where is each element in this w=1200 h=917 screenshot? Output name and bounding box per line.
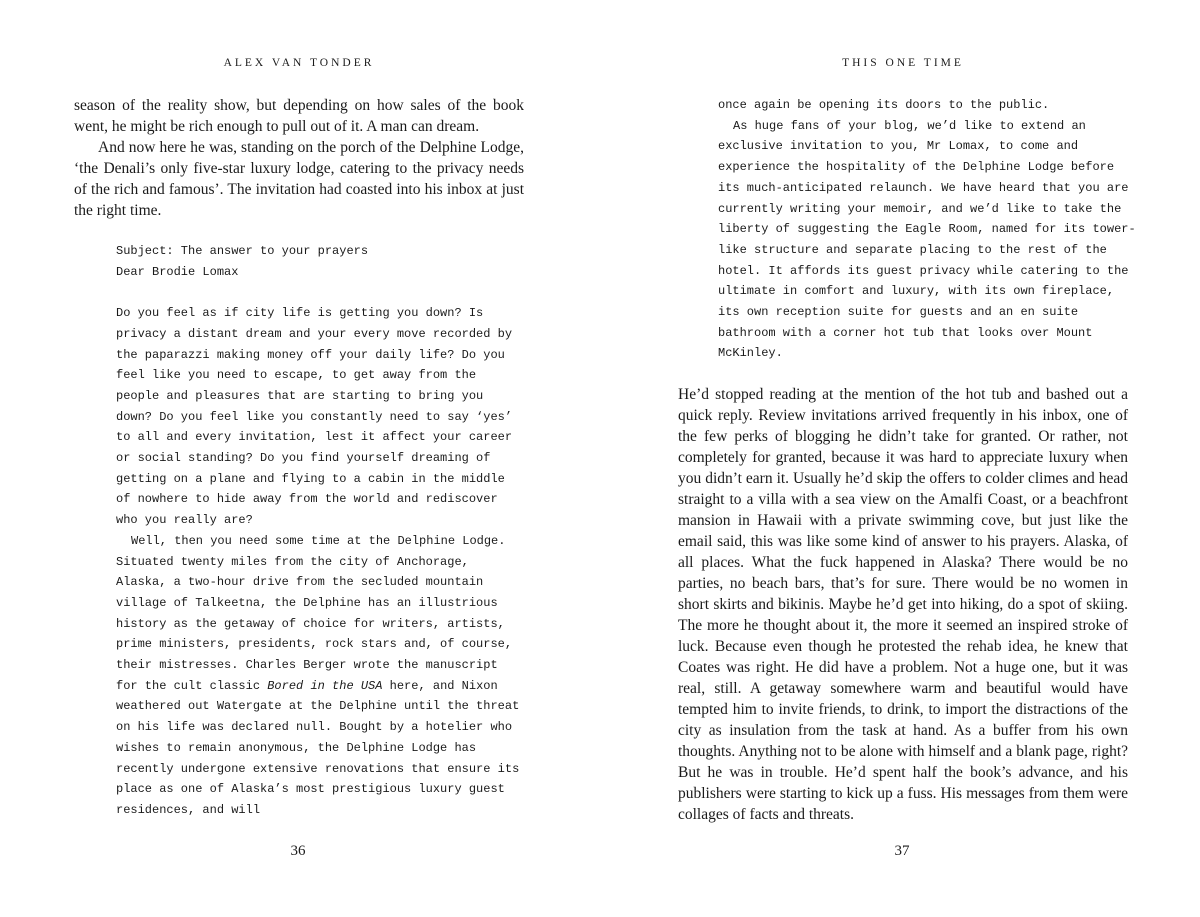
running-head-author: ALEX VAN TONDER	[223, 57, 375, 69]
right-page	[600, 0, 1200, 917]
email-paragraph: As huge fans of your blog, we’d like to extend an exclusive invitation to you, Mr Lomax, to come and experience the hospitality of the Delphine Lodge before its much-anticipated relaunch. We have heard that you are currently writing your memoir, and we’d like to take the liberty of suggesting the Eagle Room, named for its tower-like structure and separate placing to the rest of the hotel. It affords its guest privacy while catering to the ultimate in comfort and luxury, with its own fireplace, its own reception suite for guests and an en suite bathroom with a corner hot tub that looks over Mount McKinley.	[718, 118, 1136, 361]
email-paragraph: Do you feel as if city life is getting you down? Is privacy a distant dream and your every move recorded by the paparazzi making money off your daily life? Do you feel like you need to escape, to get away from the people and pleasures that are starting to bring you down? Do you feel like you constantly need to say ‘yes’ to all and every invitation, lest it affect your career or social standing? Do you find yourself dreaming of getting on a plane and flying to a cabin in the middle of nowhere to hide away from the world and rediscover who you really are?	[116, 306, 513, 528]
email-excerpt	[116, 241, 526, 821]
book-title: Bored in the USA	[267, 678, 383, 693]
email-paragraph	[116, 531, 526, 821]
page-number: 36	[290, 843, 306, 859]
email-salutation: Dear Brodie Lomax	[116, 264, 239, 279]
left-prose	[74, 95, 524, 221]
running-head-title: THIS ONE TIME	[842, 57, 964, 69]
blank-line	[116, 282, 526, 303]
right-prose	[678, 384, 1128, 825]
email-paragraph: once again be opening its doors to the public.	[718, 98, 1050, 112]
email-subject: Subject: The answer to your prayers	[116, 244, 369, 258]
prose-paragraph: And now here he was, standing on the porch of the Delphine Lodge, ‘the Denali’s only five-star luxury lodge, catering to the privacy needs of the rich and famous’. The invitation had coasted into his inbox at just the right time.	[74, 139, 524, 219]
prose-paragraph: season of the reality show, but depending on how sales of the book went, he might be rich enough to pull out of it. A man can dream.	[74, 97, 524, 135]
page-number: 37	[894, 843, 910, 859]
email-text: Well, then you need some time at the Delphine Lodge. Situated twenty miles from the city of Anchorage, Alaska, a two-hour drive from the secluded mountain village of Talkeetna, the Delphine has an illustrious history as the getaway of choice for writers, artists, prime ministers, presidents, rock stars and, of course, their mistresses. Charles Berger wrote the manuscript for the cult classic	[116, 533, 513, 693]
email-text: here, and Nixon weathered out Watergate at the Delphine until the threat on his life was declared null. Bought by a hotelier who wishes to remain anonymous, the Delphine Lodge has recently undergone extensive renovations that ensure its place as one of Alaska’s most prestigious luxury guest residences, and will	[116, 678, 520, 817]
prose-paragraph: He’d stopped reading at the mention of the hot tub and bashed out a quick reply. Review invitations arrived frequently in his inbox, one of the few perks of blogging he didn’t take for granted. Or rather, not completely for granted, because it was hard to appreciate luxury when you didn’t earn it. Usually he’d skip the offers to colder climes and head straight to a villa with a sea view on the Amalfi Coast, or a beachfront mansion in Hawaii with a private swimming cove, but just like the email said, this was like some kind of answer to his prayers. Alaska, of all places. What the fuck happened in Alaska? There would be no parties, no beach bars, that’s for sure. There would be no women in short skirts and bikinis. Maybe he’d get into hiking, do a spot of skiing. The more he thought about it, the more it seemed an inspired stroke of luck. Because even though he protested the rehab idea, he knew that Coates was right. He did have a problem. Not a huge one, but it was real, still. A getaway somewhere warm and beautiful would have tempted him to invite friends, to drink, to import the distractions of the city as insulation from the task at hand. As a buffer from his own thoughts. Anything not to be alone with himself and a blank page, right? But he was in trouble. He’d spent half the book’s advance, and his publishers were starting to kick up a fuss. His messages from them were collages of facts and threats.	[678, 386, 1128, 823]
email-excerpt-continued	[718, 95, 1138, 364]
